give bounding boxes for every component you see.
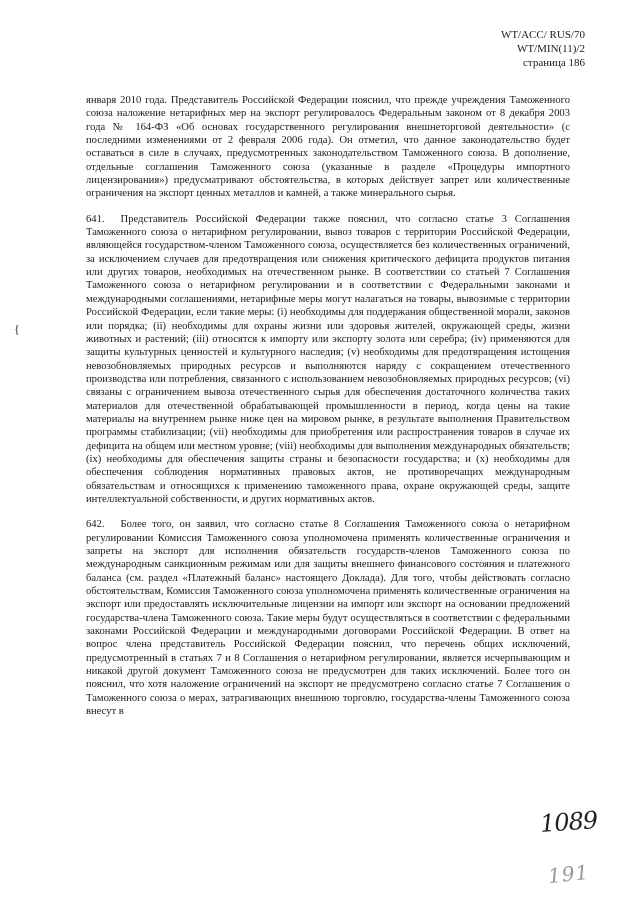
document-body [86,94,570,730]
intro-paragraph: января 2010 года. Представитель Российской Федерации пояснил, что прежде учреждения Таможенного союза наложение нетарифных мер на экспорт регулировалось Федеральным законом от 8 декабря 2003 года № 164-ФЗ «Об основах государственного регулирования внешнеторговой деятельности» (с последними изменениями от 2 февраля 2006 года). Он отметил, что данное законодательство будет оставаться в силе в случаях, предусмотренных законодательством Таможенного союза. В дополнение, отдельные соглашения Таможенного союза (указанные в разделе «Процедуры импортного лицензирования») предусматривают обстоятельства, в которых действует запрет или количественные ограничения на экспорт ценных металлов и камней, а также минерального сырья. [86,95,570,200]
paragraph-number: 642. [86,519,105,531]
margin-bracket-mark: { [14,322,20,336]
paragraph-642 [86,518,570,718]
handwritten-page-number: 1089 [539,806,598,838]
document-header [501,28,585,70]
page-number: страница 186 [523,57,585,69]
document-symbol: WT/ACC/ RUS/70 [500,29,585,41]
paragraph-number: 641. [86,213,105,225]
handwritten-page-number-faint: 191 [546,859,591,889]
paragraph-641 [86,213,570,507]
document-symbol-secondary: WT/MIN(11)/2 [516,43,585,55]
paragraph-text: Более того, он заявил, что согласно статье 8 Соглашения Таможенного союза о нетарифном регулировании Комиссия Таможенного союза уполномочена применять количественные ограничения и запреты на экспорт для исполнения обязательств государств-членов Таможенного союза по международным санкционным режимам или для защиты внешнего финансового состояния и платежного баланса (см. раздел «Платежный баланс» настоящего Доклада). Для того, чтобы действовать согласно обстоятельствам, Комиссия Таможенного союза уполномочена применять количественные ограничения на экспорт или предоставлять исключительные лицензии на импорт или экспорт на основании предложений государства-члена Таможенного союза. Такие меры будут осуществляться в соответствии с федеральными законами Российской Федерации и международными договорами Российской Федерации. В ответ на вопрос члена представитель Российской Федерации пояснил, что перечень общих исключений, предусмотренный в статьях 7 и 8 Соглашения о нетарифном регулировании, является исчерпывающим и никакой другой документ Таможенного союза не предусмотрен для таких исключений. Более того он пояснил, что хотя наложение ограничений на экспорт не предусмотрено согласно статье 7 Соглашения о Таможенного союза о мерах, затрагивающих внешнюю торговлю, государства-члены Таможенного союза внесут в [86,519,570,718]
paragraph-text: Представитель Российской Федерации также пояснил, что согласно статье 3 Соглашения Таможенного союза о нетарифном регулировании, вывоз товаров с территории Российской Федерации, являющейся государством-членом Таможенного союза, осуществляется без количественных ограничений, за исключением случаев для предотвращения или снижения критического дефицита продуктов питания или других товаров, необходимых на отечественном рынке. В соответствии со статьей 7 Соглашения Таможенного союза о нетарифном регулировании и в соответствии с Федеральными законами и международными соглашениями, нетарифные меры могут налагаться на товары, вывозимые с территории Российской Федерации, если такие меры: (i) необходимы для поддержания общественной морали, законов или порядка; (ii) необходимы для охраны жизни или здоровья жителей, окружающей среды, жизни животных и растений; (iii) относятся к импорту или экспорту золота или серебра; (iv) применяются для защиты культурных ценностей и культурного наследия; (v) необходимы для предотвращения истощения невозобновляемых природных ресурсов и выполняются наряду с сокращением отечественного производства или потребления, связанного с использованием невозобновляемых природных ресурсов; (vi) связаны с ограничением вывоза отечественного сырья для обеспечения достаточного количества таких материалов для отечественной обрабатывающей промышленности в период, когда цены на такие материалы на внутреннем рынке ниже цен на мировом рынке, в результате выполнения Правительством программы стабилизации; (vii) необходимы для приобретения или распространения товаров в случае их дефицита на общем или местном уровне; (viii) необходимы для выполнения международных обязательств; (ix) необходимы для обеспечения защиты страны и безопасности государства; и (x) необходимы для обеспечения соблюдения нормативных правовых актов, не противоречащих международным обязательствам и относящихся к применению таможенного права, охране окружающей среды, защите интеллектуальной собственности, и других нормативных актов. [86,213,570,505]
